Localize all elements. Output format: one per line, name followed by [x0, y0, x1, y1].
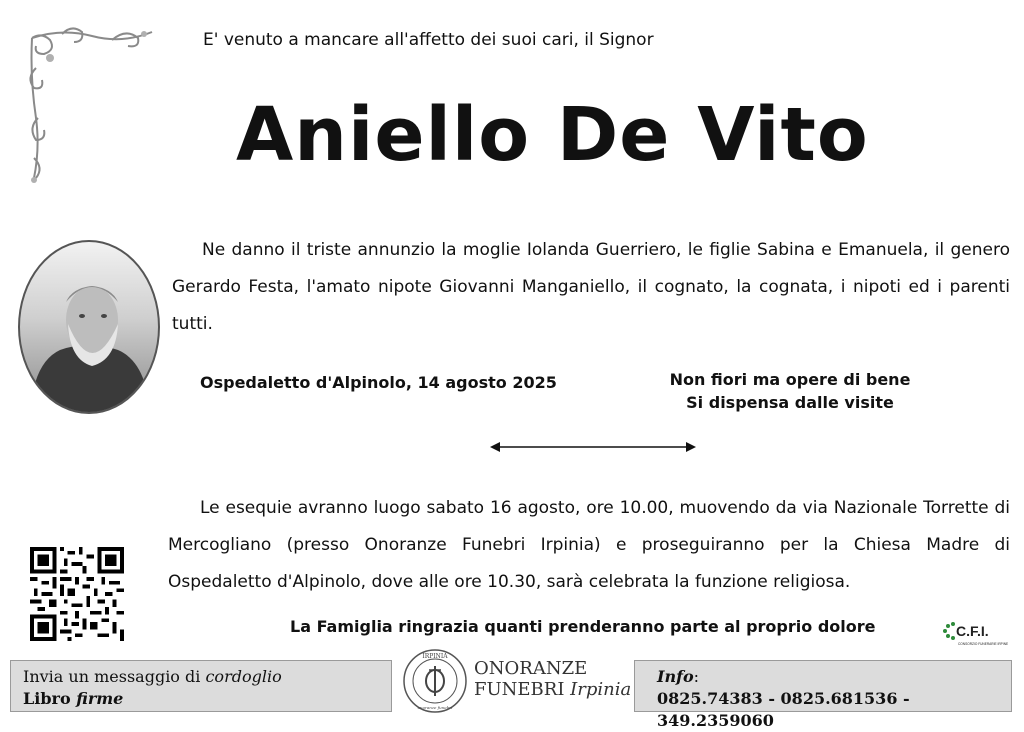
- qr-code-icon[interactable]: [30, 547, 124, 641]
- funeral-home-line2: [474, 679, 631, 700]
- funeral-text: Le esequie avranno luogo sabato 16 agosto, ore 10.00, muovendo da via Nazionale Torrette di Mercogliano (presso Onoranze Funebri Irpinia) e proseguiranno per la Chiesa Madre di Ospedaletto d'Alpinolo, dove alle ore 10.30, sarà celebrata la funzione religiosa.: [168, 498, 1010, 592]
- funeral-home-prefix: FUNEBRI: [474, 679, 571, 700]
- announcement-paragraph: [172, 232, 1010, 343]
- cfi-logo-icon: [942, 618, 1016, 648]
- intro-text: E' venuto a mancare all'affetto dei suoi cari, il Signor: [203, 30, 654, 50]
- condolence-label: Invia un messaggio di: [23, 667, 206, 686]
- funeral-home-seal-icon: [402, 648, 468, 714]
- deceased-name: Aniello De Vito: [236, 92, 869, 178]
- announcement-text: Ne danno il triste annunzio la moglie Iolanda Guerriero, le figlie Sabina e Emanuela, il genero Gerardo Festa, l'amato nipote Giovanni Manganiello, il cognato, la cognata, i nipoti ed i parenti tutti.: [172, 240, 1010, 334]
- flowers-line-2: Si dispensa dalle visite: [686, 393, 894, 412]
- funeral-paragraph: [168, 490, 1010, 601]
- seal-bottom-text: onoranze funebri: [417, 705, 453, 710]
- guestbook-link[interactable]: [23, 688, 379, 710]
- condolence-box[interactable]: [10, 660, 392, 712]
- cfi-subtext: CONSORZIO FUNERARIE IRPINE: [958, 642, 1009, 646]
- flowers-line-1: Non fiori ma opere di bene: [669, 370, 911, 389]
- thanks-text: La Famiglia ringrazia quanti prenderanno parte al proprio dolore: [290, 617, 876, 636]
- guestbook-label: Libro: [23, 689, 77, 708]
- funeral-home-em: Irpinia: [570, 679, 632, 700]
- place-date: Ospedaletto d'Alpinolo, 14 agosto 2025: [200, 373, 557, 392]
- funeral-home-name: [474, 658, 631, 700]
- condolence-link[interactable]: [23, 666, 379, 688]
- phone-numbers[interactable]: [657, 688, 989, 732]
- double-arrow-icon: [490, 440, 696, 454]
- phone-numbers-text: 0825.74383 - 0825.681536 - 349.2359060: [657, 689, 910, 730]
- info-colon: :: [693, 667, 700, 686]
- cfi-text: C.F.I.: [956, 623, 989, 639]
- portrait-photo: [18, 240, 160, 414]
- funeral-home-line1: ONORANZE: [474, 658, 588, 679]
- info-label-row: [657, 666, 989, 688]
- guestbook-em: firme: [76, 689, 124, 708]
- condolence-em: cordoglio: [205, 667, 282, 686]
- info-box: [634, 660, 1012, 730]
- info-label: Info: [657, 667, 694, 686]
- seal-top-text: IRPINIA: [422, 653, 448, 660]
- flowers-notice: [640, 368, 940, 414]
- corner-ornament-icon: [22, 18, 162, 186]
